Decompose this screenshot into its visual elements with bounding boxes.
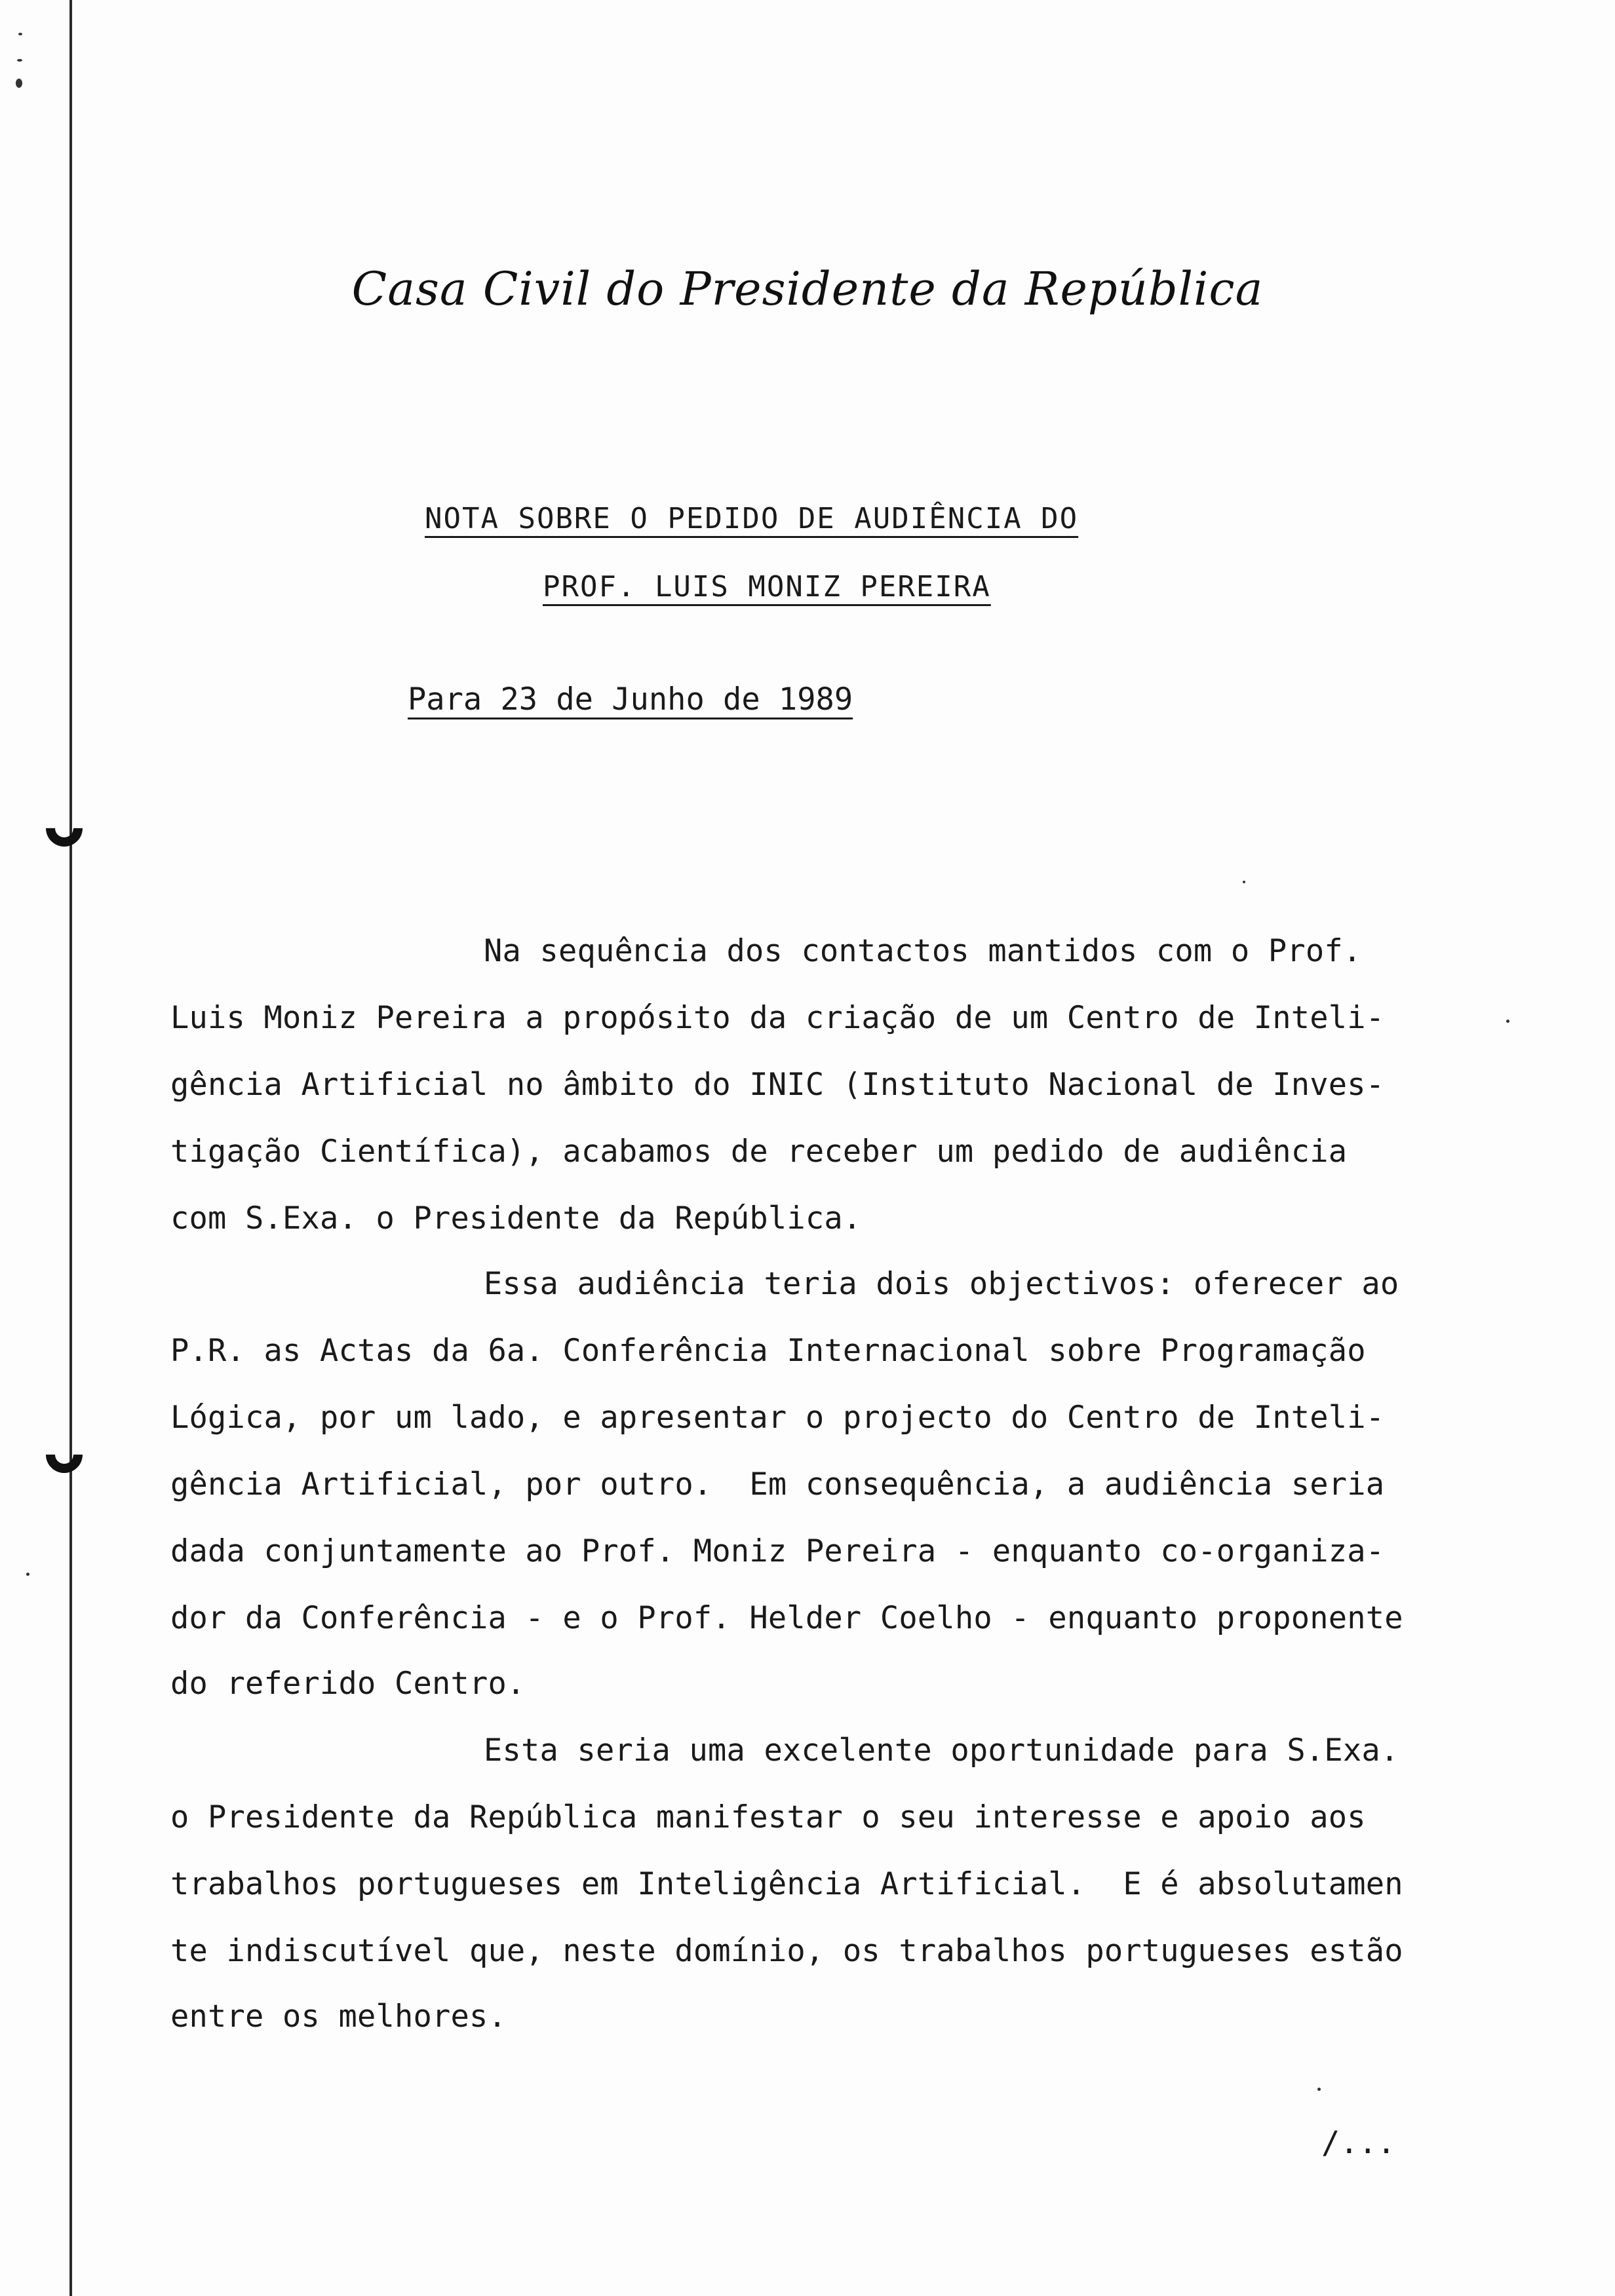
body-line: Na sequência dos contactos mantidos com o Prof. bbox=[484, 933, 1362, 969]
document-date: Para 23 de Junho de 1989 bbox=[408, 681, 853, 718]
scan-speck bbox=[1506, 1020, 1509, 1023]
body-line: do referido Centro. bbox=[170, 1666, 526, 1702]
body-line: Esta seria uma excelente oportunidade para S.Exa. bbox=[484, 1732, 1399, 1769]
body-line: P.R. as Actas da 6a. Conferência Internacional sobre Programação bbox=[170, 1333, 1366, 1369]
punch-hole-bottom bbox=[38, 1428, 90, 1480]
body-line: Essa audiência teria dois objectivos: oferecer ao bbox=[484, 1266, 1399, 1302]
scan-speck bbox=[18, 33, 22, 35]
scan-speck bbox=[1317, 2088, 1321, 2091]
body-line: Luis Moniz Pereira a propósito da criação de um Centro de Inteli- bbox=[170, 1000, 1385, 1036]
scan-speck bbox=[1243, 881, 1245, 883]
body-line: trabalhos portugueses em Inteligência Artificial. E é absolutamen bbox=[170, 1866, 1403, 1902]
scan-speck bbox=[26, 1573, 29, 1576]
body-line: com S.Exa. o Presidente da República. bbox=[170, 1200, 862, 1236]
body-line: tigação Científica), acabamos de receber um pedido de audiência bbox=[170, 1134, 1348, 1170]
body-line: te indiscutível que, neste domínio, os trabalhos portugueses estão bbox=[170, 1933, 1403, 1969]
letterhead: Casa Civil do Presidente da República bbox=[351, 262, 1264, 316]
body-line: gência Artificial, por outro. Em consequência, a audiência seria bbox=[170, 1466, 1385, 1502]
document-title-line-2: PROF. LUIS MONIZ PEREIRA bbox=[543, 570, 991, 603]
scan-speck bbox=[16, 79, 22, 88]
document-title-line-1: NOTA SOBRE O PEDIDO DE AUDIÊNCIA DO bbox=[425, 502, 1079, 535]
body-line: Lógica, por um lado, e apresentar o projecto do Centro de Inteli- bbox=[170, 1400, 1385, 1436]
body-line: gência Artificial no âmbito do INIC (Instituto Nacional de Inves- bbox=[170, 1067, 1385, 1103]
scan-speck bbox=[17, 59, 22, 62]
body-line: o Presidente da República manifestar o seu interesse e apoio aos bbox=[170, 1799, 1366, 1835]
left-margin-line bbox=[69, 0, 72, 2296]
punch-hole-top bbox=[38, 802, 90, 854]
continuation-mark: /... bbox=[1321, 2125, 1396, 2161]
body-line: entre os melhores. bbox=[170, 1999, 507, 2035]
body-line: dada conjuntamente ao Prof. Moniz Pereira - enquanto co-organiza- bbox=[170, 1533, 1385, 1569]
body-line: dor da Conferência - e o Prof. Helder Coelho - enquanto proponente bbox=[170, 1600, 1403, 1636]
